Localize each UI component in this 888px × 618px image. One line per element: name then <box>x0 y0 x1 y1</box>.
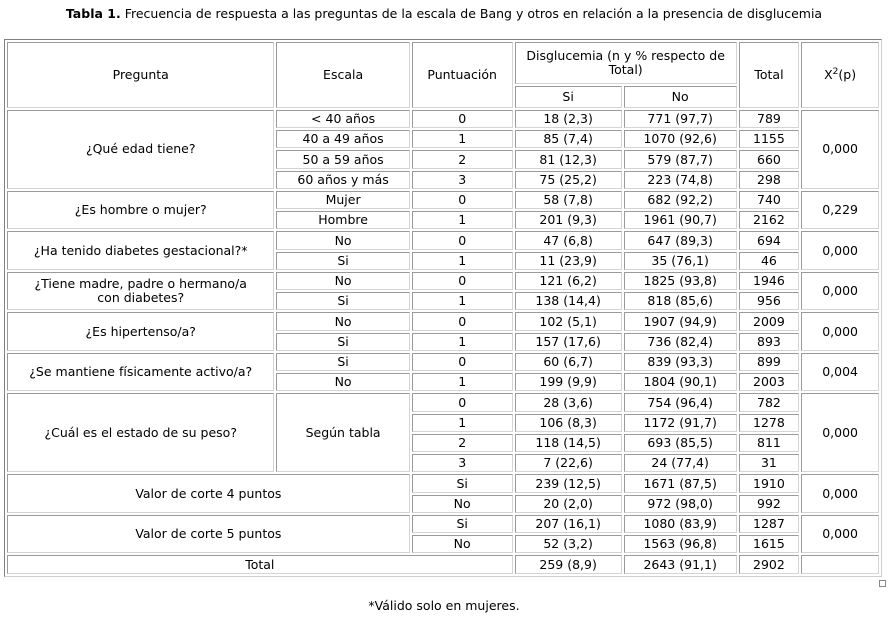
puntuacion-cell: 0 <box>412 272 513 290</box>
no-cell: 223 (74,8) <box>624 171 737 189</box>
si-cell: 239 (12,5) <box>515 474 622 492</box>
question-text: ¿Se mantiene físicamente activo/a? <box>29 364 253 380</box>
total-cell: 992 <box>739 495 800 513</box>
total-cell: 1946 <box>739 272 800 290</box>
si-cell: 58 (7,8) <box>515 191 622 209</box>
header-pregunta: Pregunta <box>7 42 274 108</box>
table-caption <box>0 6 888 21</box>
total-cell: 740 <box>739 191 800 209</box>
si-cell: 259 (8,9) <box>515 555 622 574</box>
no-cell: 1671 (87,5) <box>624 474 737 492</box>
p-value-cell: 0,004 <box>801 353 879 392</box>
no-cell: 579 (87,7) <box>624 150 737 168</box>
puntuacion-cell: 1 <box>412 130 513 148</box>
si-cell: 207 (16,1) <box>515 515 622 533</box>
si-cell: 157 (17,6) <box>515 333 622 351</box>
resize-handle <box>879 580 886 587</box>
total-cell: 1278 <box>739 414 800 432</box>
no-cell: 818 (85,6) <box>624 292 737 310</box>
cutoff-label-cell: Valor de corte 5 puntos <box>7 515 410 554</box>
escala-cell: Si <box>276 333 409 351</box>
si-cell: 75 (25,2) <box>515 171 622 189</box>
total-cell: 46 <box>739 252 800 270</box>
header-x2-suffix: (p) <box>838 66 857 82</box>
no-cell: 35 (76,1) <box>624 252 737 270</box>
header-disglucemia: Disglucemia (n y % respecto de Total) <box>515 42 737 84</box>
puntuacion-cell: Si <box>412 515 513 533</box>
table-caption-text: Frecuencia de respuesta a las preguntas de la escala de Bang y otros en relación a la presencia de disglucemia <box>120 6 823 21</box>
puntuacion-cell: 3 <box>412 171 513 189</box>
escala-cell: No <box>276 231 409 249</box>
puntuacion-cell: 0 <box>412 191 513 209</box>
si-cell: 201 (9,3) <box>515 211 622 229</box>
si-cell: 52 (3,2) <box>515 535 622 553</box>
escala-cell: < 40 años <box>276 110 409 128</box>
question-cell <box>7 312 274 351</box>
question-cell <box>7 353 274 392</box>
puntuacion-cell: 0 <box>412 312 513 330</box>
no-cell: 2643 (91,1) <box>624 555 737 574</box>
puntuacion-cell: 0 <box>412 353 513 371</box>
no-cell: 1080 (83,9) <box>624 515 737 533</box>
escala-cell: 60 años y más <box>276 171 409 189</box>
puntuacion-cell: 2 <box>412 150 513 168</box>
table-row <box>7 272 879 290</box>
question-text: ¿Tiene madre, padre o hermano/a <box>34 276 247 292</box>
escala-cell: Si <box>276 292 409 310</box>
escala-cell: Mujer <box>276 191 409 209</box>
total-cell: 298 <box>739 171 800 189</box>
si-cell: 28 (3,6) <box>515 393 622 411</box>
header-puntuacion: Puntuación <box>412 42 513 108</box>
no-cell: 1961 (90,7) <box>624 211 737 229</box>
escala-cell: 50 a 59 años <box>276 150 409 168</box>
escala-cell: Si <box>276 353 409 371</box>
no-cell: 972 (98,0) <box>624 495 737 513</box>
no-cell: 754 (96,4) <box>624 393 737 411</box>
no-cell: 647 (89,3) <box>624 231 737 249</box>
question-cell <box>7 393 274 472</box>
p-value-cell: 0,000 <box>801 312 879 351</box>
si-cell: 11 (23,9) <box>515 252 622 270</box>
p-value-cell: 0,000 <box>801 110 879 189</box>
table-body <box>7 42 879 574</box>
no-cell: 682 (92,2) <box>624 191 737 209</box>
table-caption-label: Tabla 1. <box>65 6 121 21</box>
si-cell: 81 (12,3) <box>515 150 622 168</box>
si-cell: 118 (14,5) <box>515 434 622 452</box>
puntuacion-cell: No <box>412 535 513 553</box>
puntuacion-cell: 0 <box>412 231 513 249</box>
total-cell: 31 <box>739 454 800 472</box>
si-cell: 60 (6,7) <box>515 353 622 371</box>
total-cell: 2902 <box>739 555 800 574</box>
puntuacion-cell: 3 <box>412 454 513 472</box>
puntuacion-cell: 1 <box>412 252 513 270</box>
puntuacion-cell: 0 <box>412 110 513 128</box>
escala-cell: Si <box>276 252 409 270</box>
no-cell: 693 (85,5) <box>624 434 737 452</box>
p-value-cell: 0,229 <box>801 191 879 230</box>
si-cell: 102 (5,1) <box>515 312 622 330</box>
si-cell: 199 (9,9) <box>515 373 622 391</box>
no-cell: 24 (77,4) <box>624 454 737 472</box>
p-value-cell: 0,000 <box>801 231 879 270</box>
si-cell: 18 (2,3) <box>515 110 622 128</box>
puntuacion-cell: No <box>412 495 513 513</box>
si-cell: 121 (6,2) <box>515 272 622 290</box>
question-cell <box>7 231 274 270</box>
no-cell: 1172 (91,7) <box>624 414 737 432</box>
no-cell: 1563 (96,8) <box>624 535 737 553</box>
puntuacion-cell: 0 <box>412 393 513 411</box>
escala-cell: Hombre <box>276 211 409 229</box>
table-row <box>7 110 879 128</box>
si-cell: 106 (8,3) <box>515 414 622 432</box>
header-si: Si <box>515 86 622 108</box>
header-row <box>7 42 879 84</box>
header-no: No <box>624 86 737 108</box>
p-value-cell: 0,000 <box>801 272 879 311</box>
total-cell: 899 <box>739 353 800 371</box>
si-cell: 7 (22,6) <box>515 454 622 472</box>
table-row <box>7 231 879 249</box>
total-cell: 694 <box>739 231 800 249</box>
no-cell: 1825 (93,8) <box>624 272 737 290</box>
header-x2 <box>801 42 879 108</box>
question-text: ¿Es hipertenso/a? <box>85 323 196 339</box>
si-cell: 85 (7,4) <box>515 130 622 148</box>
cutoff-label-cell: Valor de corte 4 puntos <box>7 474 410 513</box>
no-cell: 1804 (90,1) <box>624 373 737 391</box>
no-cell: 736 (82,4) <box>624 333 737 351</box>
no-cell: 1070 (92,6) <box>624 130 737 148</box>
total-cell: 1155 <box>739 130 800 148</box>
puntuacion-cell: 1 <box>412 211 513 229</box>
puntuacion-cell: 1 <box>412 333 513 351</box>
total-row <box>7 555 879 574</box>
escala-cell: No <box>276 312 409 330</box>
question-text: ¿Es hombre o mujer? <box>74 202 207 218</box>
escala-cell: No <box>276 272 409 290</box>
total-cell: 789 <box>739 110 800 128</box>
p-value-cell-empty <box>801 555 879 574</box>
total-cell: 2162 <box>739 211 800 229</box>
p-value-cell: 0,000 <box>801 474 879 513</box>
question-cell <box>7 110 274 189</box>
total-label-cell: Total <box>7 555 513 574</box>
puntuacion-cell: 1 <box>412 414 513 432</box>
table-wrapper <box>4 39 882 577</box>
question-cell <box>7 191 274 230</box>
table-row <box>7 191 879 209</box>
question-text: ¿Ha tenido diabetes gestacional?* <box>33 242 248 258</box>
footnote: *Válido solo en mujeres. <box>368 598 520 613</box>
total-cell: 2009 <box>739 312 800 330</box>
no-cell: 771 (97,7) <box>624 110 737 128</box>
si-cell: 20 (2,0) <box>515 495 622 513</box>
total-cell: 660 <box>739 150 800 168</box>
header-total: Total <box>739 42 800 108</box>
question-cell <box>7 272 274 311</box>
total-cell: 1615 <box>739 535 800 553</box>
table-row <box>7 393 879 411</box>
header-x2-base: X <box>824 66 833 82</box>
total-cell: 956 <box>739 292 800 310</box>
question-text-line2: con diabetes? <box>97 290 185 306</box>
header-x2-sup: 2 <box>832 66 839 77</box>
total-cell: 782 <box>739 393 800 411</box>
table-row <box>7 353 879 371</box>
question-text: ¿Qué edad tiene? <box>85 141 196 157</box>
total-cell: 1287 <box>739 515 800 533</box>
no-cell: 1907 (94,9) <box>624 312 737 330</box>
si-cell: 47 (6,8) <box>515 231 622 249</box>
puntuacion-cell: 1 <box>412 373 513 391</box>
header-escala: Escala <box>276 42 409 108</box>
table-row <box>7 515 879 533</box>
no-cell: 839 (93,3) <box>624 353 737 371</box>
escala-cell: Según tabla <box>276 393 409 472</box>
p-value-cell: 0,000 <box>801 515 879 554</box>
p-value-cell: 0,000 <box>801 393 879 472</box>
puntuacion-cell: 1 <box>412 292 513 310</box>
escala-cell: 40 a 49 años <box>276 130 409 148</box>
puntuacion-cell: Si <box>412 474 513 492</box>
results-table <box>4 39 882 577</box>
total-cell: 811 <box>739 434 800 452</box>
table-row <box>7 474 879 492</box>
total-cell: 2003 <box>739 373 800 391</box>
question-text: ¿Cuál es el estado de su peso? <box>44 424 237 440</box>
si-cell: 138 (14,4) <box>515 292 622 310</box>
puntuacion-cell: 2 <box>412 434 513 452</box>
total-cell: 1910 <box>739 474 800 492</box>
escala-cell: No <box>276 373 409 391</box>
total-cell: 893 <box>739 333 800 351</box>
table-row <box>7 312 879 330</box>
